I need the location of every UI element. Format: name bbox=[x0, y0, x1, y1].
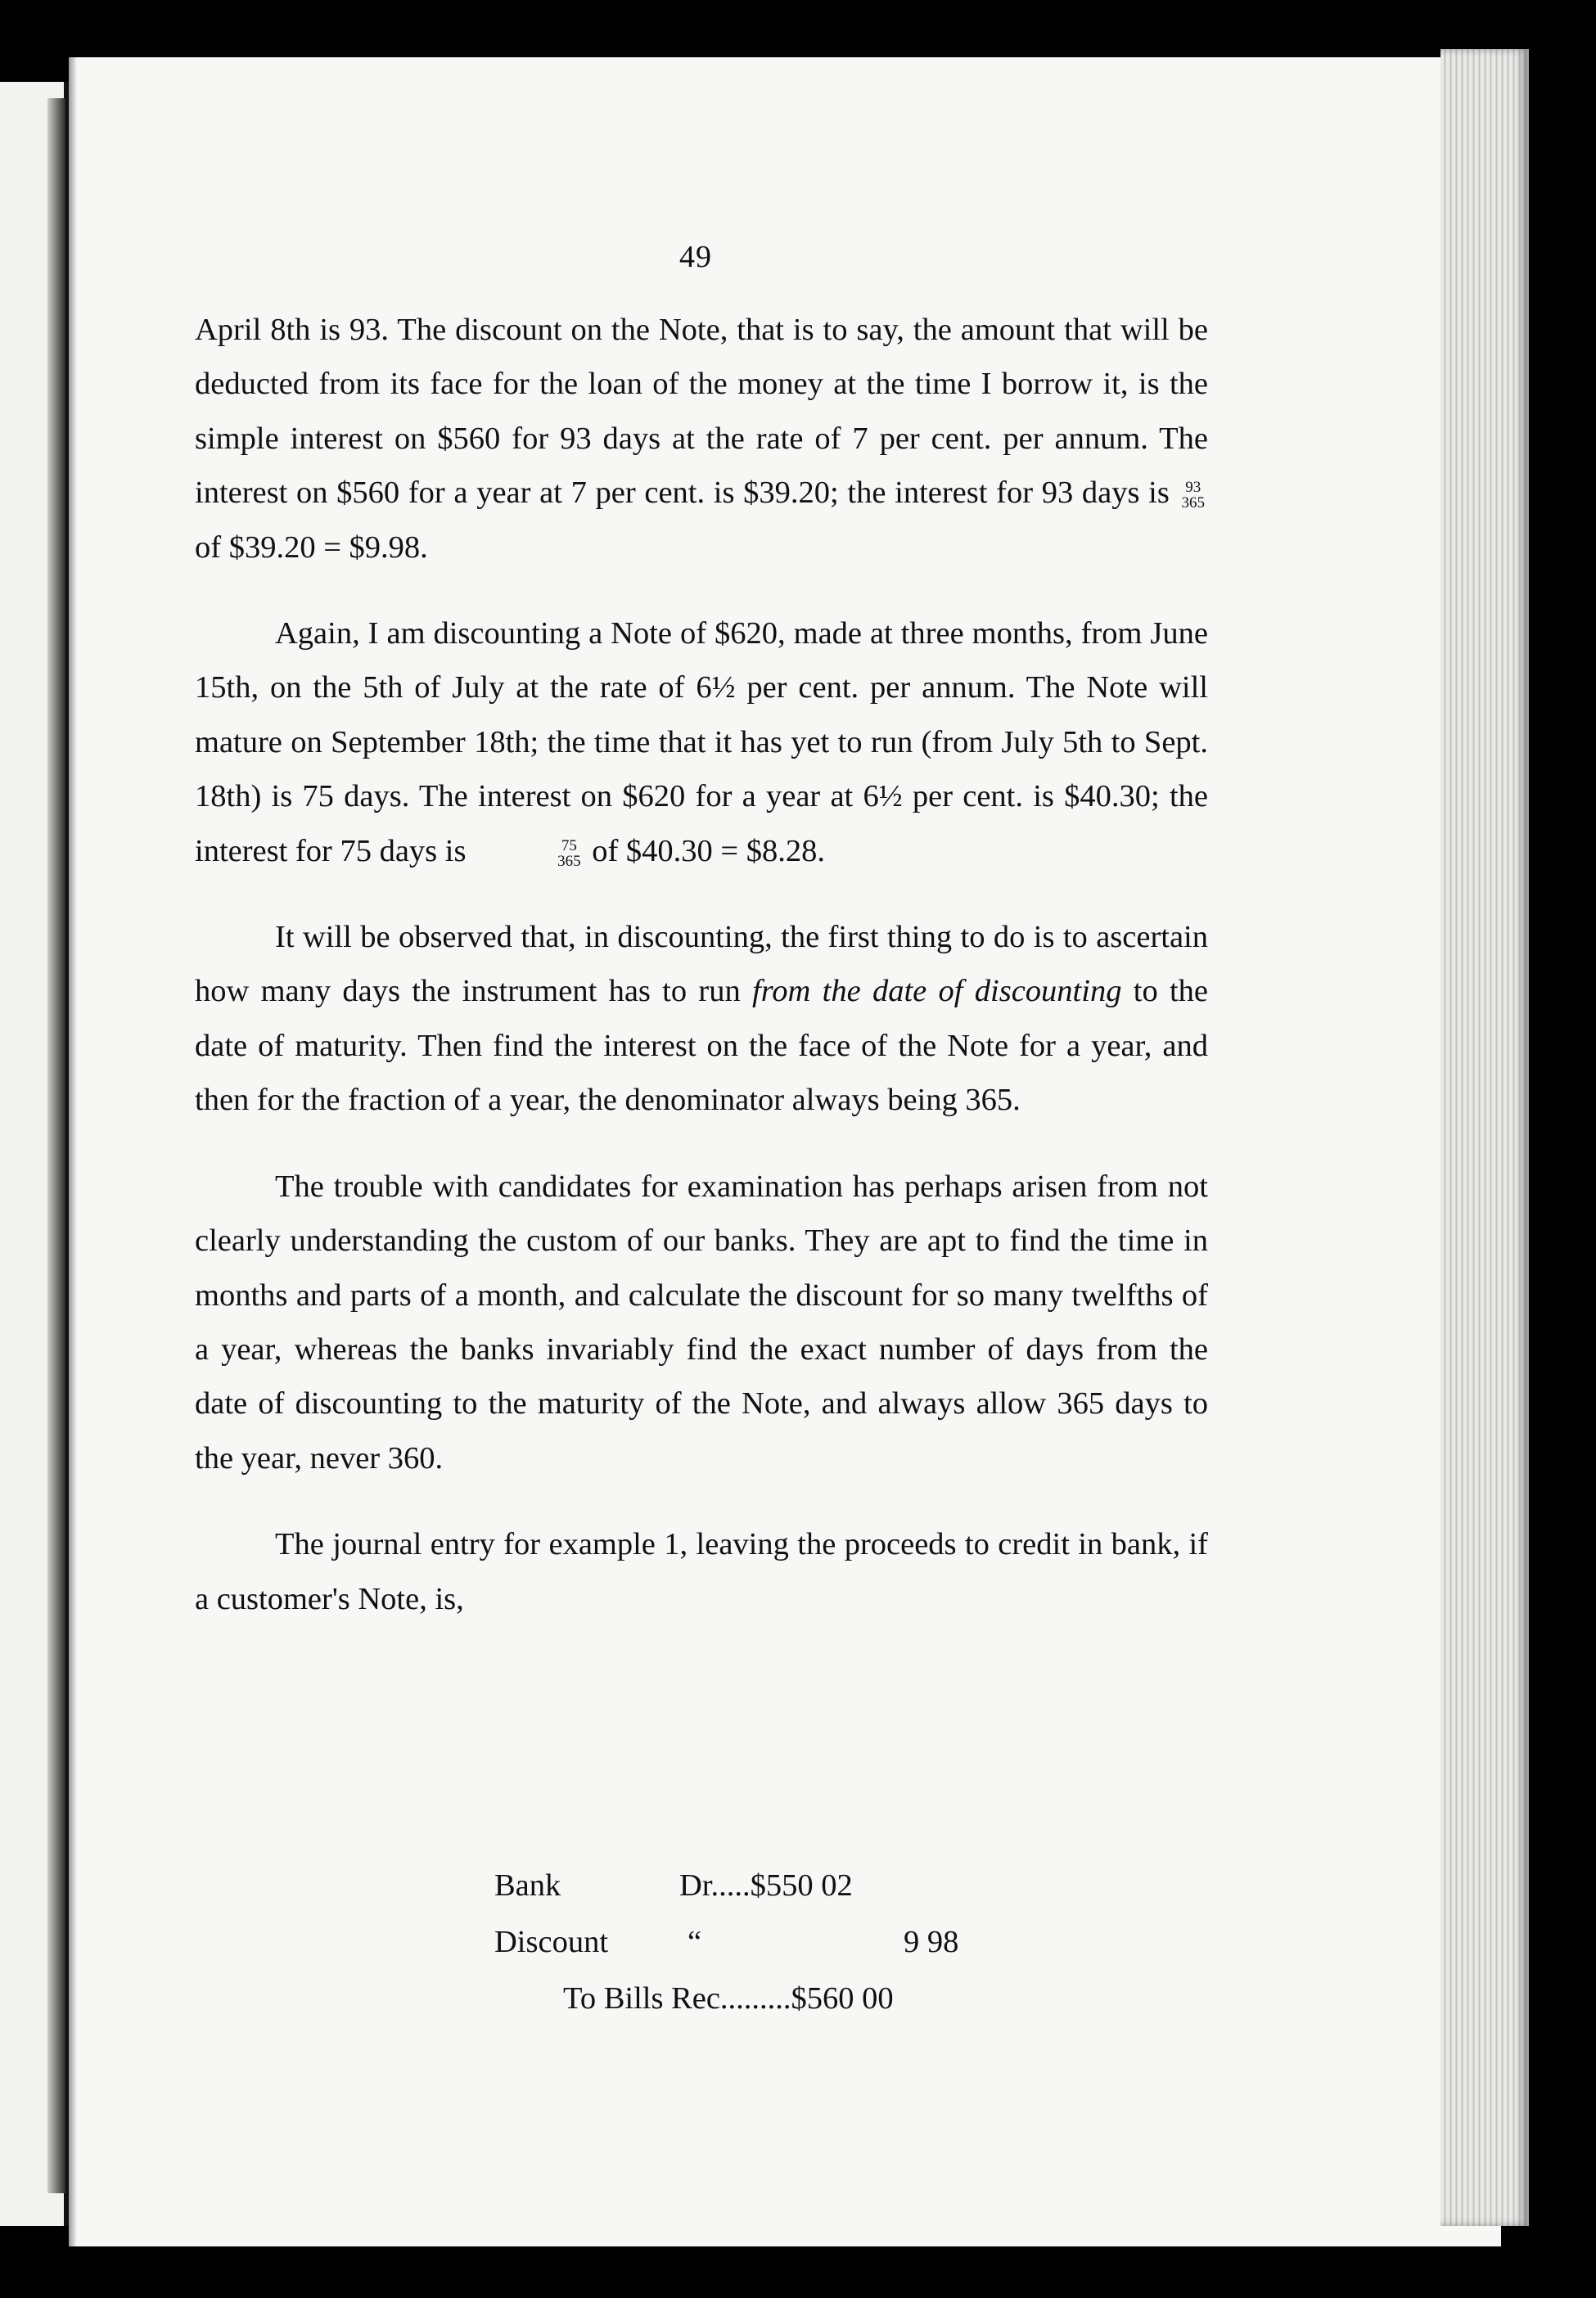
page-number: 49 bbox=[679, 240, 712, 274]
page-gutter bbox=[69, 57, 77, 2246]
journal-entry-bills: To Bills Rec.........$560 00 bbox=[563, 1981, 894, 2016]
paragraph-2-text-a: Again, I am discounting a Note of $620, made at three months, from June 15th, on the 5th of July at the rate of 6½ per cent. per annum. The Note will mature on September 18th; the time that it has yet to run (from July 5th to Sept. 18th) is 75 days. The interest on $620 for a year at 6½ per cent. is $40.30; the interest for 75 days is bbox=[195, 616, 1208, 868]
binding-shadow bbox=[47, 98, 65, 2193]
body-text bbox=[195, 303, 1208, 1626]
fraction-75-365: 75 365 bbox=[557, 836, 581, 870]
paragraph-3-text-b: to the date of maturity. Then find the interest on the face of the Note for a year, and then for the fraction of a year, the denominator always being 365. bbox=[195, 974, 1209, 1118]
journal-account-discount: Discount bbox=[494, 1925, 609, 1959]
journal-amount-discount: 9 98 bbox=[904, 1925, 959, 1959]
fraction-93-365: 93 365 bbox=[1181, 479, 1206, 512]
paragraph-1 bbox=[195, 303, 1208, 574]
paragraph-3 bbox=[195, 910, 1208, 1128]
journal-entry-bank: Dr.....$550 02 bbox=[679, 1868, 853, 1903]
paragraph-5: The journal entry for example 1, leaving the proceeds to credit in bank, if a customer's Note, is, bbox=[195, 1527, 1208, 1616]
paragraph-4: The trouble with candidates for examination has perhaps arisen from not clearly understanding the custom of our banks. They are apt to find the time in months and parts of a month, and calculate the discount for so many twelfths of a year, whereas the banks invariably find the exact number of days from the date of discounting to the maturity of the Note, and always allow 365 days to the year, never 360. bbox=[195, 1169, 1208, 1476]
paragraph-2 bbox=[195, 606, 1208, 878]
paragraph-1-text-a: April 8th is 93. The discount on the Note, that is to say, the amount that will be deducted from its face for the loan of the money at the time I borrow it, is the simple interest on $560 for 93 days at the rate of 7 per cent. per annum. The interest on $560 for a year at 7 per cent. is $39.20; the interest for 93 days is bbox=[195, 313, 1208, 511]
paragraph-3-italic: from the date of discounting bbox=[752, 974, 1122, 1009]
journal-ditto-mark: “ bbox=[688, 1925, 702, 1959]
paragraph-2-text-b: of $40.30 = $8.28. bbox=[592, 833, 826, 868]
journal-account-bank: Bank bbox=[494, 1868, 561, 1903]
paragraph-3-text-a: It will be observed that, in discounting, the first thing to do is to ascertain how many days the instrument has to run bbox=[195, 920, 1208, 1009]
page-stack-edge bbox=[1440, 49, 1529, 2226]
paragraph-1-text-b: of $39.20 = $9.98. bbox=[195, 529, 428, 565]
